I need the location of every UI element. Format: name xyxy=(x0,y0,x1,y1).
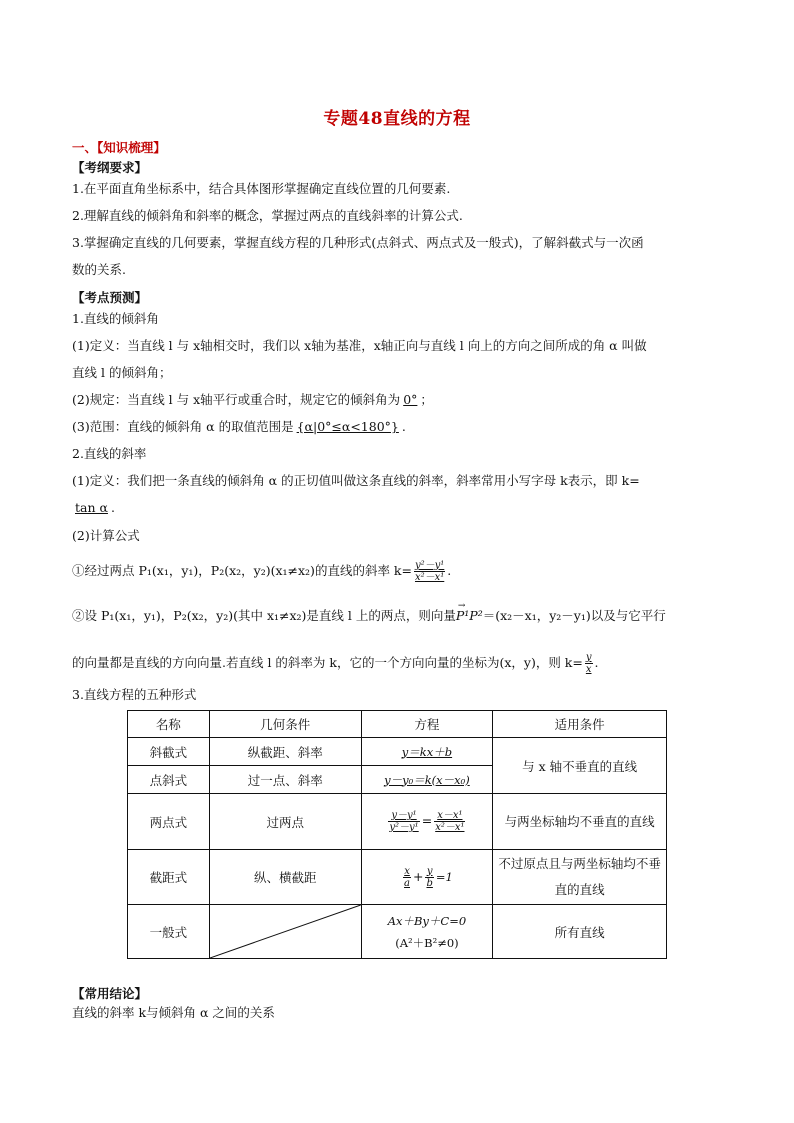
table-cell-condition: 纵、横截距 xyxy=(209,850,361,905)
table-cell-name: 点斜式 xyxy=(128,766,210,794)
table-cell-applies: 与 x 轴不垂直的直线 xyxy=(493,738,667,794)
intercept-equation-tail: =1 xyxy=(435,869,453,884)
fraction-numerator: x－x¹ xyxy=(434,810,465,822)
section-heading-knowledge: 一、【知识梳理】 xyxy=(72,140,166,155)
general-equation-line-1: Ax＋By＋C=0 xyxy=(387,913,467,928)
table-row xyxy=(128,850,667,905)
slope-definition-suffix: . xyxy=(110,500,115,515)
table-header-cell: 几何条件 xyxy=(209,711,361,738)
slope-formula-2-text: ②设 P₁(x₁，y₁)，P₂(x₂，y₂)(其中 x₁≠x₂)是直线 l 上的两点，则向量 xyxy=(72,608,456,623)
angle-range-answer: {α|0°≤α<180°} xyxy=(296,419,399,434)
syllabus-item-3-line-1: 3.掌握确定直线的几何要素，掌握直线方程的几种形式(点斜式、两点式及一般式)，了解斜截式与一次函 xyxy=(72,235,644,250)
fraction-denominator: x²－x¹ xyxy=(435,822,465,833)
fraction-denominator: a xyxy=(404,877,410,889)
table-cell-name: 斜截式 xyxy=(128,738,210,766)
forms-heading: 3.直线方程的五种形式 xyxy=(72,687,197,702)
table-cell-condition: 过一点、斜率 xyxy=(209,766,361,794)
slope-formula-2-numerator: y xyxy=(585,652,592,663)
table-cell-condition-empty xyxy=(209,905,361,959)
angle-rule-answer: 0° xyxy=(403,392,418,407)
fraction-numerator: y－y¹ xyxy=(388,810,419,822)
table-cell-equation: $\frac{x}{a}$ + $\frac{y}{b}$ =1 xyxy=(361,850,493,905)
two-point-right-fraction xyxy=(434,810,465,833)
page-title: 专题48直线的方程 xyxy=(323,109,471,129)
angle-rule-text: (2)规定：当直线 l 与 x轴平行或重合时，规定它的倾斜角为 xyxy=(72,392,401,407)
slope-heading: 2.直线的斜率 xyxy=(72,446,147,461)
table-cell-condition: 纵截距、斜率 xyxy=(209,738,361,766)
table-cell-applies: 所有直线 xyxy=(493,905,667,959)
angle-range xyxy=(72,418,406,436)
table-cell-equation xyxy=(361,766,493,794)
slope-definition-line-1: (1)定义：我们把一条直线的倾斜角 α 的正切值叫做这条直线的斜率，斜率常用小写字母 k表示，即 k= xyxy=(72,473,640,488)
line-equation-forms-table xyxy=(127,710,667,959)
table-row xyxy=(128,794,667,850)
slope-definition-answer: tan α xyxy=(75,500,108,515)
slope-formula-2-line-2-text: 的向量都是直线的方向向量.若直线 l 的斜率为 k，它的一个方向向量的坐标为(x，y)，则 k= xyxy=(72,655,583,670)
diagonal-slash xyxy=(210,905,361,958)
fraction-numerator: x xyxy=(404,865,410,877)
slope-definition-line-2 xyxy=(72,499,115,517)
table-cell-name: 两点式 xyxy=(128,794,210,850)
conclusion-heading: 【常用结论】 xyxy=(72,986,148,1001)
slope-formula-1-text: ①经过两点 P₁(x₁，y₁)，P₂(x₂，y₂)(x₁≠x₂)的直线的斜率 k= xyxy=(72,563,412,578)
slope-formula-2-fraction xyxy=(585,652,593,675)
slope-formula-1-denominator: x²－x¹ xyxy=(414,572,445,583)
slope-formula-2-text-tail: ＝(x₂－x₁，y₂－y₁)以及与它平行 xyxy=(482,608,666,623)
slope-formula-2-denominator: x xyxy=(585,664,592,675)
angle-definition-line-1: (1)定义：当直线 l 与 x轴相交时，我们以 x轴为基准，x轴正向与直线 l 向上的方向之间所成的角 α 叫做 xyxy=(72,338,647,353)
equation-text: y－y₀＝k(x－x₀) xyxy=(384,772,470,787)
angle-rule xyxy=(72,391,433,409)
angle-range-suffix: . xyxy=(401,419,406,434)
slope-formula-1-suffix: . xyxy=(447,563,452,578)
table-header-cell: 适用条件 xyxy=(493,711,667,738)
table-cell-equation: $\frac{\text{y－y¹}}{\text{y²－y¹}}$ = $\frac{\text{x－x¹}}{\text{x²－x¹}}$ xyxy=(361,794,493,850)
table-header-row xyxy=(128,711,667,738)
slope-formula-1 xyxy=(72,560,451,583)
angle-range-text: (3)范围：直线的倾斜角 α 的取值范围是 xyxy=(72,419,294,434)
syllabus-item-2: 2.理解直线的倾斜角和斜率的概念，掌握过两点的直线斜率的计算公式. xyxy=(72,208,463,223)
slope-calc-heading: (2)计算公式 xyxy=(72,528,140,543)
table-cell-applies: 与两坐标轴均不垂直的直线 xyxy=(493,794,667,850)
two-point-left-fraction xyxy=(388,810,419,833)
table-cell-name: 截距式 xyxy=(128,850,210,905)
angle-rule-suffix: ； xyxy=(420,392,433,407)
table-cell-equation xyxy=(361,905,493,959)
angle-heading: 1.直线的倾斜角 xyxy=(72,311,159,326)
slope-formula-2-suffix: . xyxy=(594,655,599,670)
table-cell-equation xyxy=(361,738,493,766)
fraction-numerator: y xyxy=(426,865,433,877)
general-equation-line-2: (A²＋B²≠0) xyxy=(395,935,459,950)
slope-formula-1-numerator: y²－y¹ xyxy=(414,560,445,571)
table-row xyxy=(128,738,667,766)
table-cell-condition: 过两点 xyxy=(209,794,361,850)
syllabus-item-3-line-2: 数的关系. xyxy=(72,262,126,277)
fraction-denominator: y²－y¹ xyxy=(389,822,419,833)
table-cell-applies: 不过原点且与两坐标轴均不垂直的直线 xyxy=(493,850,667,905)
fraction-denominator: b xyxy=(426,877,433,889)
slope-formula-2-line-2 xyxy=(72,652,599,675)
table-row xyxy=(128,905,667,959)
slope-formula-2-line-1 xyxy=(72,607,666,625)
slope-formula-1-fraction xyxy=(414,560,445,583)
angle-definition-line-2: 直线 l 的倾斜角； xyxy=(72,365,172,380)
table-header-cell: 方程 xyxy=(361,711,493,738)
direction-vector: → P¹P² xyxy=(456,607,483,625)
preview-heading: 【考点预测】 xyxy=(72,290,148,305)
table-cell-name: 一般式 xyxy=(128,905,210,959)
intercept-x-fraction xyxy=(403,866,411,889)
syllabus-heading: 【考纲要求】 xyxy=(72,160,148,175)
conclusion-text: 直线的斜率 k与倾斜角 α 之间的关系 xyxy=(72,1005,275,1020)
equation-text: y＝kx＋b xyxy=(401,744,453,759)
intercept-y-fraction xyxy=(425,866,433,889)
table-header-cell: 名称 xyxy=(128,711,210,738)
syllabus-item-1: 1.在平面直角坐标系中，结合具体图形掌握确定直线位置的几何要素. xyxy=(72,181,451,196)
